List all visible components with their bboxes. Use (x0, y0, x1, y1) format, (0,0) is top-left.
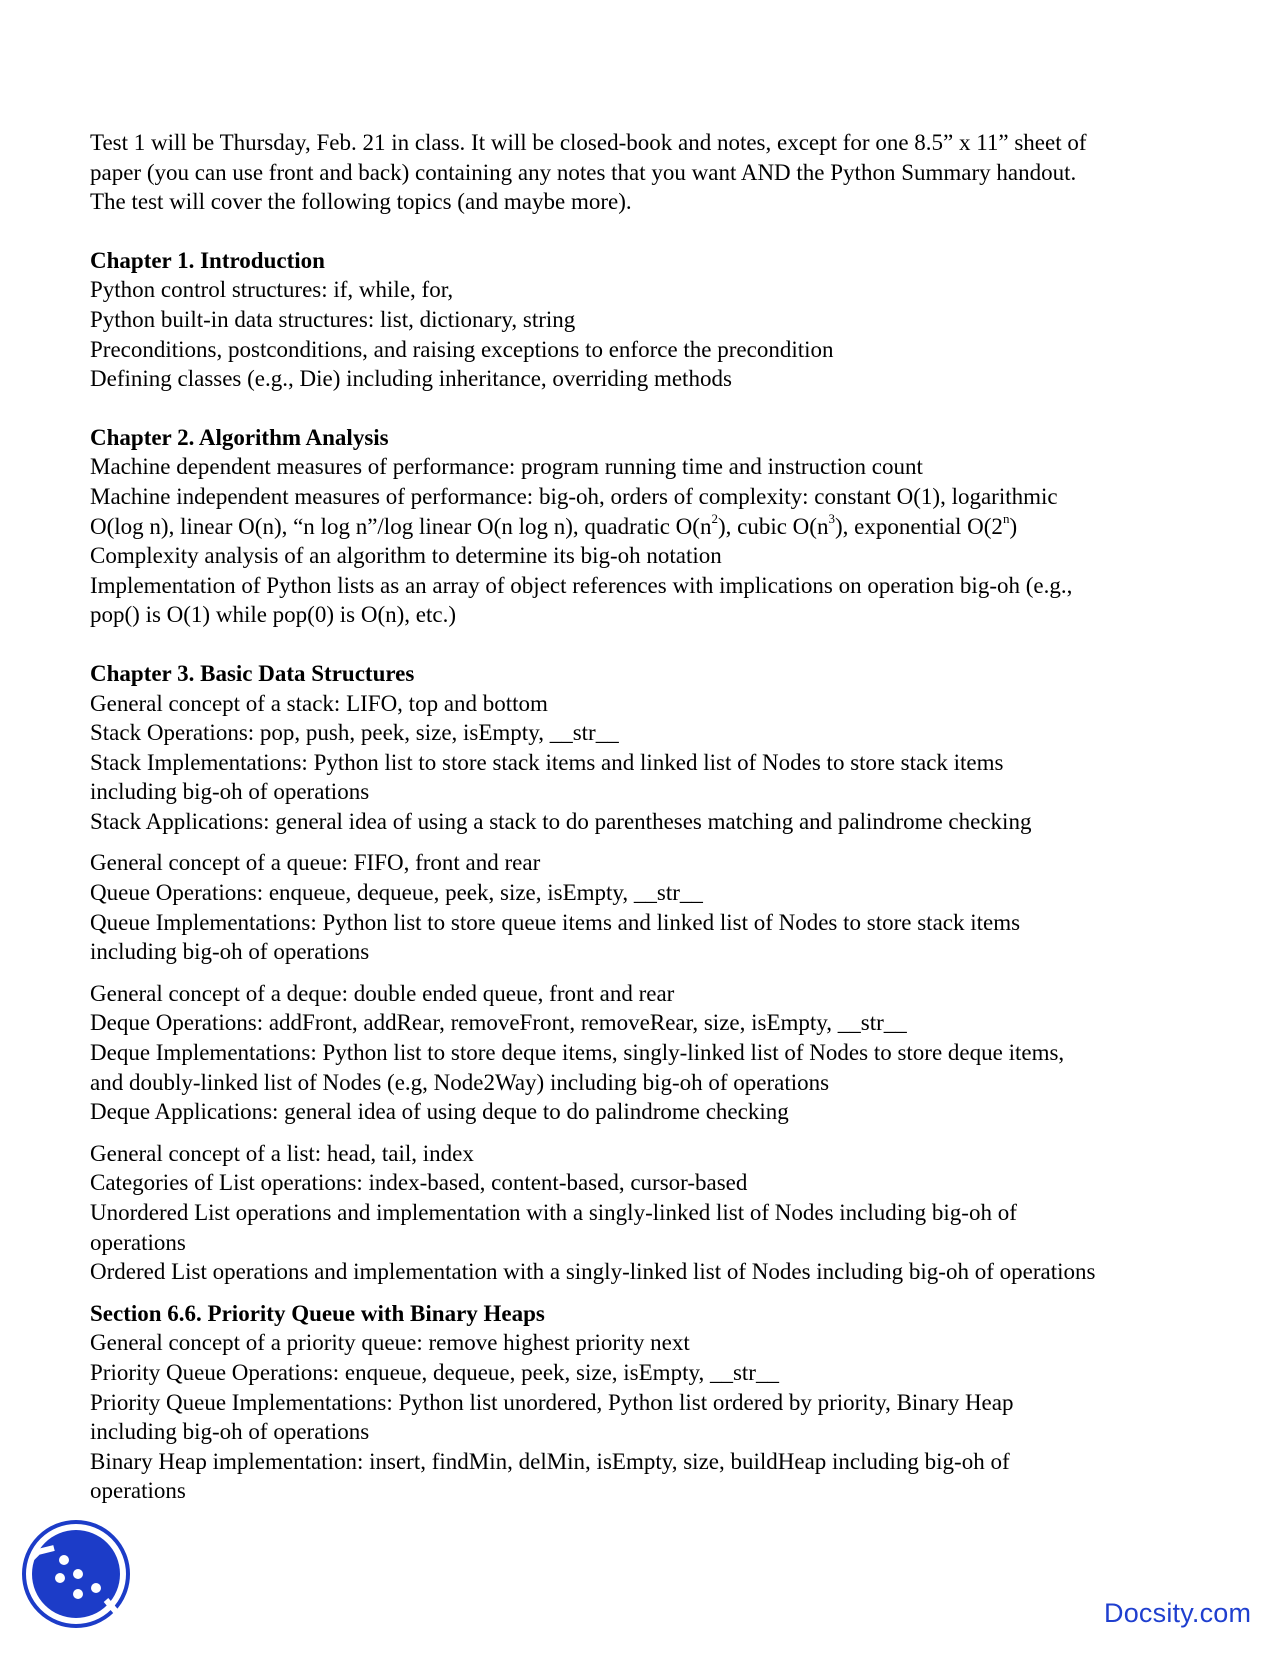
text-line: General concept of a priority queue: remove highest priority next (90, 1330, 690, 1356)
text-line: Deque Applications: general idea of using deque to do palindrome checking (90, 1099, 789, 1125)
text-line: and doubly-linked list of Nodes (e.g, Node2Way) including big-oh of operations (90, 1069, 830, 1095)
deque-block (90, 979, 1210, 1127)
text-line: Python built-in data structures: list, dictionary, string (90, 306, 576, 332)
text-line: Stack Applications: general idea of using a stack to do parentheses matching and palindrome checking (90, 808, 1032, 834)
chapter-1-heading: Chapter 1. Introduction (90, 247, 325, 273)
text-line: General concept of a deque: double ended queue, front and rear (90, 980, 675, 1006)
stack-block (90, 689, 1210, 837)
section-6-6-heading: Section 6.6. Priority Queue with Binary Heaps (90, 1300, 545, 1326)
text-line: General concept of a queue: FIFO, front and rear (90, 850, 541, 876)
text-line: operations (90, 1478, 186, 1504)
text-line: Defining classes (e.g., Die) including inheritance, overriding methods (90, 366, 732, 392)
chapter-3-section (90, 659, 1210, 1287)
chapter-3-heading: Chapter 3. Basic Data Structures (90, 660, 415, 686)
text-line: Queue Implementations: Python list to store queue items and linked list of Nodes to store stack items (90, 909, 1021, 935)
text-line: including big-oh of operations (90, 779, 370, 805)
text-line: Preconditions, postconditions, and raising exceptions to enforce the precondition (90, 336, 834, 362)
docsity-logo-icon[interactable] (20, 1518, 132, 1630)
document-body (90, 128, 1210, 1506)
text-line: Stack Implementations: Python list to store stack items and linked list of Nodes to store stack items (90, 749, 1004, 775)
text-line: The test will cover the following topics (and maybe more). (90, 189, 632, 215)
complexity-line: O(log n), linear O(n), “n log n”/log linear O(n log n), quadratic $O(n^2)$, cubic $O(n^3)$, exponential O(2$^n$) (90, 510, 1018, 539)
text-line: including big-oh of operations (90, 1419, 370, 1445)
text-line: Binary Heap implementation: insert, findMin, delMin, isEmpty, size, buildHeap including big-oh of (90, 1448, 1010, 1474)
text-line: paper (you can use front and back) containing any notes that you want AND the Python Summary handout. (90, 159, 1077, 185)
text-line: General concept of a stack: LIFO, top and bottom (90, 690, 548, 716)
text-line: Machine independent measures of performance: big-oh, orders of complexity: constant O(1), logarithmic (90, 483, 1058, 509)
chapter-2-section (90, 423, 1210, 630)
text-line: Test 1 will be Thursday, Feb. 21 in class. It will be closed-book and notes, except for one 8.5” x 11” sheet of (90, 130, 1087, 155)
text-line: Priority Queue Implementations: Python list unordered, Python list ordered by priority, Binary Heap (90, 1389, 1014, 1415)
text-line: Stack Operations: pop, push, peek, size, isEmpty, __str__ (90, 720, 619, 746)
section-6-6 (90, 1299, 1210, 1506)
text-line: including big-oh of operations (90, 939, 370, 965)
text-line: operations (90, 1229, 186, 1255)
chapter-2-heading: Chapter 2. Algorithm Analysis (90, 424, 389, 450)
text-line: Categories of List operations: index-based, content-based, cursor-based (90, 1170, 748, 1196)
text-line: Python control structures: if, while, for, (90, 277, 454, 303)
queue-block (90, 848, 1210, 966)
text-line: Deque Operations: addFront, addRear, removeFront, removeRear, size, isEmpty, __str__ (90, 1010, 907, 1036)
text-line: Machine dependent measures of performance: program running time and instruction count (90, 454, 923, 480)
list-block (90, 1139, 1210, 1287)
text-line: Queue Operations: enqueue, dequeue, peek, size, isEmpty, __str__ (90, 880, 703, 906)
text-line: Ordered List operations and implementation with a singly-linked list of Nodes including big-oh of operations (90, 1259, 1096, 1285)
text-line: General concept of a list: head, tail, index (90, 1140, 474, 1166)
text-line: Priority Queue Operations: enqueue, dequeue, peek, size, isEmpty, __str__ (90, 1359, 779, 1385)
text-line: Unordered List operations and implementation with a singly-linked list of Nodes including big-oh of (90, 1200, 1017, 1225)
text-line: Complexity analysis of an algorithm to determine its big-oh notation (90, 543, 722, 569)
intro-paragraph (90, 128, 1210, 217)
text-line: Implementation of Python lists as an array of object references with implications on operation big-oh (e.g., (90, 572, 1073, 598)
docsity-link[interactable]: Docsity.com (1104, 1598, 1252, 1628)
chapter-1-section (90, 246, 1210, 394)
text-line: pop() is O(1) while pop(0) is O(n), etc.) (90, 602, 456, 628)
text-line: Deque Implementations: Python list to store deque items, singly-linked list of Nodes to store deque items, (90, 1040, 1065, 1066)
